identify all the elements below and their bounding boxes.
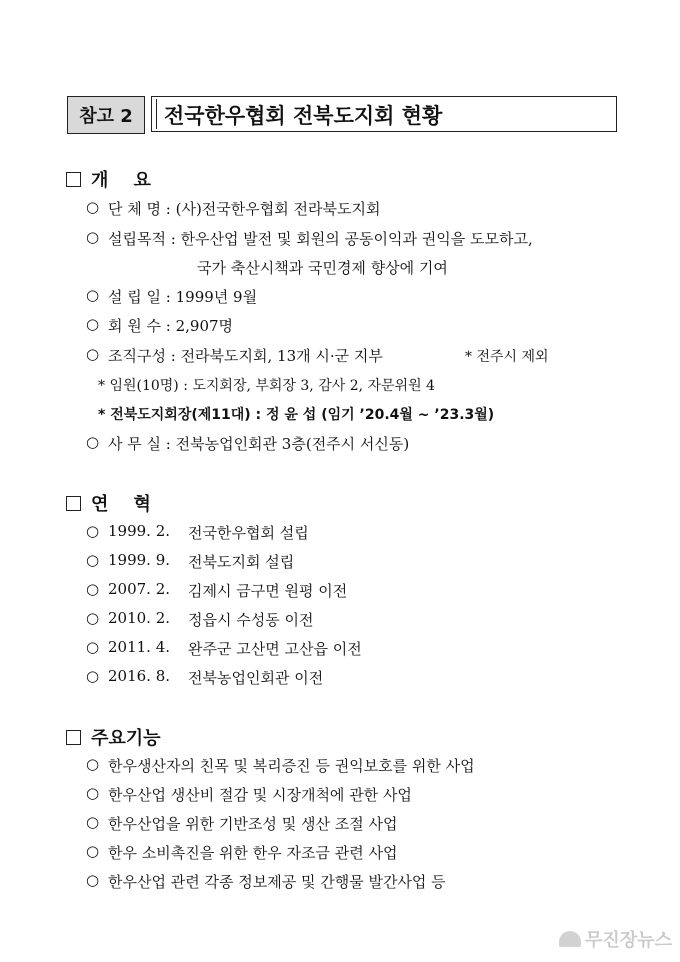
bullet-icon: ○ [86, 871, 100, 889]
history-date: 2007. 2. [108, 580, 171, 598]
bullet-icon: ○ [86, 433, 100, 451]
history-date: 1999. 2. [108, 522, 171, 540]
history-event: 전북도지회 설립 [188, 553, 295, 571]
checkbox-square-icon [66, 730, 81, 745]
list-item: 조직구성 : 전라북도지회, 13개 시·군 지부 [108, 347, 383, 365]
bullet-icon: ○ [86, 638, 100, 656]
list-item: 설 립 일 : 1999년 9월 [108, 288, 258, 306]
section-heading-overview: 개 요 [66, 166, 151, 192]
checkbox-square-icon [66, 172, 81, 187]
bullet-icon: ○ [86, 228, 100, 246]
function-item: 한우산업을 위한 기반조성 및 생산 조절 사업 [108, 815, 398, 833]
history-date: 2010. 2. [108, 609, 171, 627]
sub-note-chairman: * 전북도지회장(제11대) : 정 윤 섭 (임기 ’20.4월 ~ ’23.3월) [98, 407, 495, 423]
bullet-icon: ○ [86, 813, 100, 831]
checkbox-square-icon [66, 496, 81, 511]
logo-icon [559, 931, 581, 947]
bullet-icon: ○ [86, 609, 100, 627]
title-frame [151, 96, 617, 132]
page-title: 전국한우협회 전북도지회 현황 [164, 104, 443, 128]
function-item: 한우산업 관련 각종 정보제공 및 간행물 발간사업 등 [108, 873, 446, 891]
document-title [67, 96, 617, 134]
section-heading-history: 연 혁 [66, 490, 151, 516]
history-event: 전북농업인회관 이전 [188, 669, 324, 687]
history-date: 1999. 9. [108, 551, 171, 569]
list-item: 사 무 실 : 전북농업인회관 3층(전주시 서신동) [108, 435, 410, 453]
list-item: 단 체 명 : (사)전국한우협회 전라북도지회 [108, 200, 381, 218]
bullet-icon: ○ [86, 345, 100, 363]
history-event: 전국한우협회 설립 [188, 524, 309, 542]
history-event: 김제시 금구면 원평 이전 [188, 582, 348, 600]
bullet-icon: ○ [86, 580, 100, 598]
bullet-icon: ○ [86, 755, 100, 773]
watermark: 무진장뉴스 [559, 926, 672, 952]
reference-badge: 참고 2 [67, 96, 145, 134]
bullet-icon: ○ [86, 315, 100, 333]
list-item: 회 원 수 : 2,907명 [108, 317, 234, 335]
bullet-icon: ○ [86, 551, 100, 569]
footnote: * 전주시 제외 [465, 349, 549, 365]
bullet-icon: ○ [86, 198, 100, 216]
history-event: 완주군 고산면 고산읍 이전 [188, 640, 362, 658]
section-heading-functions: 주요기능 [66, 724, 161, 750]
function-item: 한우생산자의 친목 및 복리증진 등 권익보호를 위한 사업 [108, 757, 475, 775]
function-item: 한우 소비촉진을 위한 한우 자조금 관련 사업 [108, 844, 398, 862]
sub-note-executives: * 임원(10명) : 도지회장, 부회장 3, 감사 2, 자문위원 4 [98, 378, 435, 394]
bullet-icon: ○ [86, 842, 100, 860]
list-item: 설립목적 : 한우산업 발전 및 회원의 공동이익과 권익을 도모하고, [108, 230, 533, 248]
history-date: 2011. 4. [108, 638, 171, 656]
bullet-icon: ○ [86, 522, 100, 540]
history-event: 정읍시 수성동 이전 [188, 611, 314, 629]
bullet-icon: ○ [86, 286, 100, 304]
bullet-icon: ○ [86, 784, 100, 802]
bullet-icon: ○ [86, 667, 100, 685]
function-item: 한우산업 생산비 절감 및 시장개척에 관한 사업 [108, 786, 412, 804]
list-item-continuation: 국가 축산시책과 국민경제 향상에 기여 [197, 259, 448, 277]
history-date: 2016. 8. [108, 667, 171, 685]
